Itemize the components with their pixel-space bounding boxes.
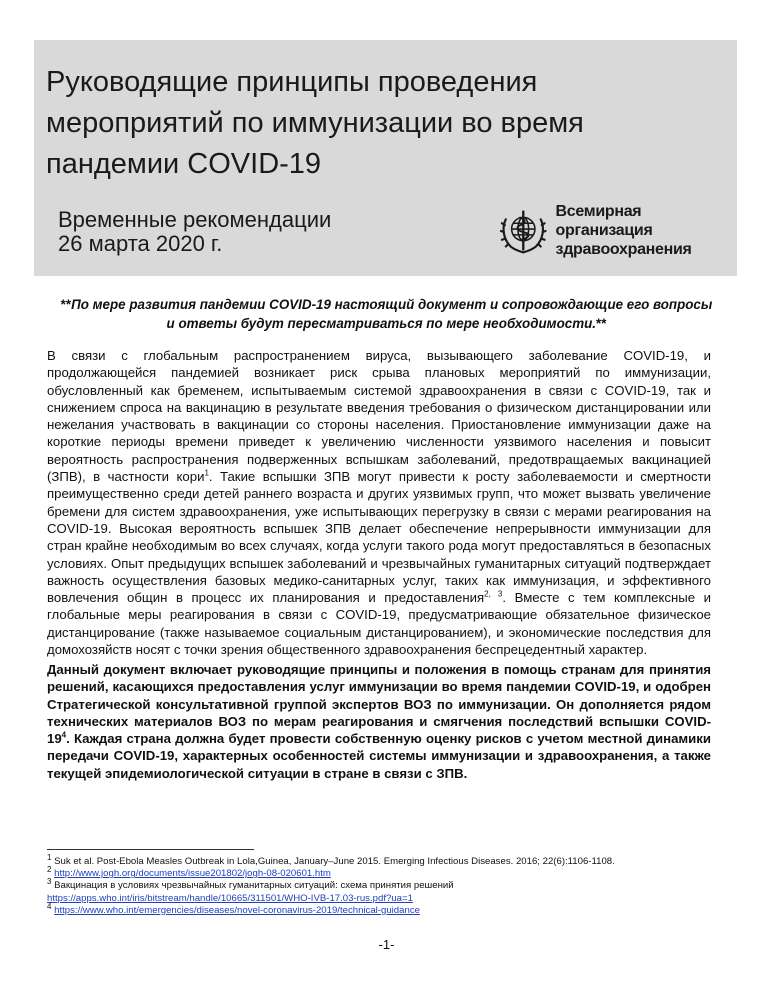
- intro-text-a: В связи с глобальным распространением вируса, вызывающего заболевание COVID-19, и продолжающейся пандемией возникает риск срыва плановых мероприятий по иммунизации, обусловленный как бременем, испытываемым системой здравоохранения в связи с COVID-19, так и снижением спроса на вакцинацию в результате введения требования о физическом дистанцировании или нежелания участвовать в вакцинации со стороны населения. Приостановление иммунизации даже на короткие периоды времени приведет к увеличению численности уязвимого населения и повысит вероятность распространения подверженных вспышкам заболеваний, предотвращаемых вакцинацией (ЗПВ), в частности кори: [47, 348, 711, 485]
- who-emblem-icon: [499, 207, 548, 255]
- who-organization-name: [556, 202, 737, 259]
- footnote-1-text: Suk et al. Post-Ebola Measles Outbreak in Lola,Guinea, January–June 2015. Emerging Infectious Diseases. 2016; 22(6):1106-1108.: [51, 856, 615, 867]
- footnote-3: [47, 877, 711, 892]
- document-header: [34, 40, 737, 276]
- note-prefix: **: [60, 297, 72, 312]
- footnote-ref-4[interactable]: 4: [61, 730, 67, 740]
- who-logo: [499, 202, 737, 259]
- footnote-3-link[interactable]: https://apps.who.int/iris/bitstream/handle/10665/311501/WHO-IVB-17.03-rus.pdf?ua=1: [47, 892, 413, 904]
- document-title: Руководящие принципы проведения мероприятий по иммунизации во время пандемии COVID-19: [46, 66, 584, 180]
- footnote-ref-1[interactable]: 1: [204, 468, 209, 478]
- purpose-text-b: . Каждая страна должна будет провести собственную оценку рисков с учетом местной динамики передачи COVID-19, характерных особенностей системы иммунизации и здравоохранения, а также текущей эпидемиологической ситуации в стране в связи с ЗПВ.: [47, 731, 711, 781]
- footnote-4-link[interactable]: https://www.who.int/emergencies/diseases/novel-coronavirus-2019/technical-guidance: [54, 904, 420, 916]
- footnote-2-link[interactable]: http://www.jogh.org/documents/issue201802/jogh-08-020601.htm: [54, 868, 331, 880]
- footnote-4-number: 4: [47, 901, 52, 911]
- who-name-line1: Всемирная организация: [555, 203, 653, 239]
- footnote-divider: [47, 849, 254, 850]
- footnote-3-link-line: [47, 893, 711, 905]
- footnote-3-number: 3: [47, 877, 52, 887]
- footnote-ref-2-3[interactable]: 2, 3: [484, 589, 503, 599]
- footnote-4: [47, 901, 711, 917]
- intro-text-c: . Вместе с тем комплексные и глобальные меры реагирования в связи с COVID-19, предусматривающие обязательное физическое дистанцирование (также называемое социальным дистанцированием), и экономические последствия для домохозяйств носят с точки зрения общественного здравоохранения беспрецедентный характер.: [47, 590, 711, 658]
- footnote-1: [47, 852, 711, 868]
- footnote-1-number: 1: [47, 852, 52, 862]
- page-number: -1-: [378, 937, 395, 952]
- purpose-text-a: Данный документ включает руководящие принципы и положения в помощь странам для принятия решений, касающихся предоставления услуг иммунизации во время пандемии COVID-19, и одобрен Стратегической консультативной группой экспертов ВОЗ по иммунизации. Он дополняется рядом технических материалов ВОЗ по мерам реагирования и смягчения последствий вспышки COVID-19: [47, 662, 711, 747]
- revision-note: [60, 295, 713, 333]
- intro-paragraph: [47, 347, 711, 658]
- intro-text-b: . Такие вспышки ЗПВ могут привести к росту заболеваемости и смертности преимущественно среди детей раннего возраста и других уязвимых групп, что может вызвать увеличение бремени для систем здравоохранения, уже испытывающих перегрузку в связи с мерами реагирования на COVID-19. Высокая вероятность вспышек ЗПВ делает обеспечение непрерывности иммунизации для стран крайне необходимым во всех случаях, когда услуги такого рода могут предоставляться в безопасных условиях. Опыт предыдущих вспышек заболеваний и чрезвычайных гуманитарных ситуаций подтверждает важность осуществления базовых медико-санитарных услуг, таких как иммунизация, и эффективного вовлечения общин в процесс их планирования и предоставления: [47, 469, 711, 606]
- document-subtitle: [58, 208, 331, 256]
- footnotes: [47, 852, 711, 917]
- purpose-paragraph: [47, 661, 711, 782]
- who-name-line2: здравоохранения: [555, 241, 692, 258]
- note-text: По мере развития пандемии COVID-19 настоящий документ и сопровождающие его вопросы и ответы будут пересматриваться по мере необходимости.: [71, 297, 713, 331]
- subtitle-guidance-type: Временные рекомендации: [58, 207, 332, 232]
- footnote-3-text: Вакцинация в условиях чрезвычайных гуманитарных ситуаций: схема принятия решений: [51, 880, 454, 892]
- footnote-2: [47, 865, 711, 880]
- footnote-2-number: 2: [47, 865, 52, 875]
- subtitle-date: 26 марта 2020 г.: [58, 231, 223, 256]
- note-suffix: **: [596, 316, 607, 331]
